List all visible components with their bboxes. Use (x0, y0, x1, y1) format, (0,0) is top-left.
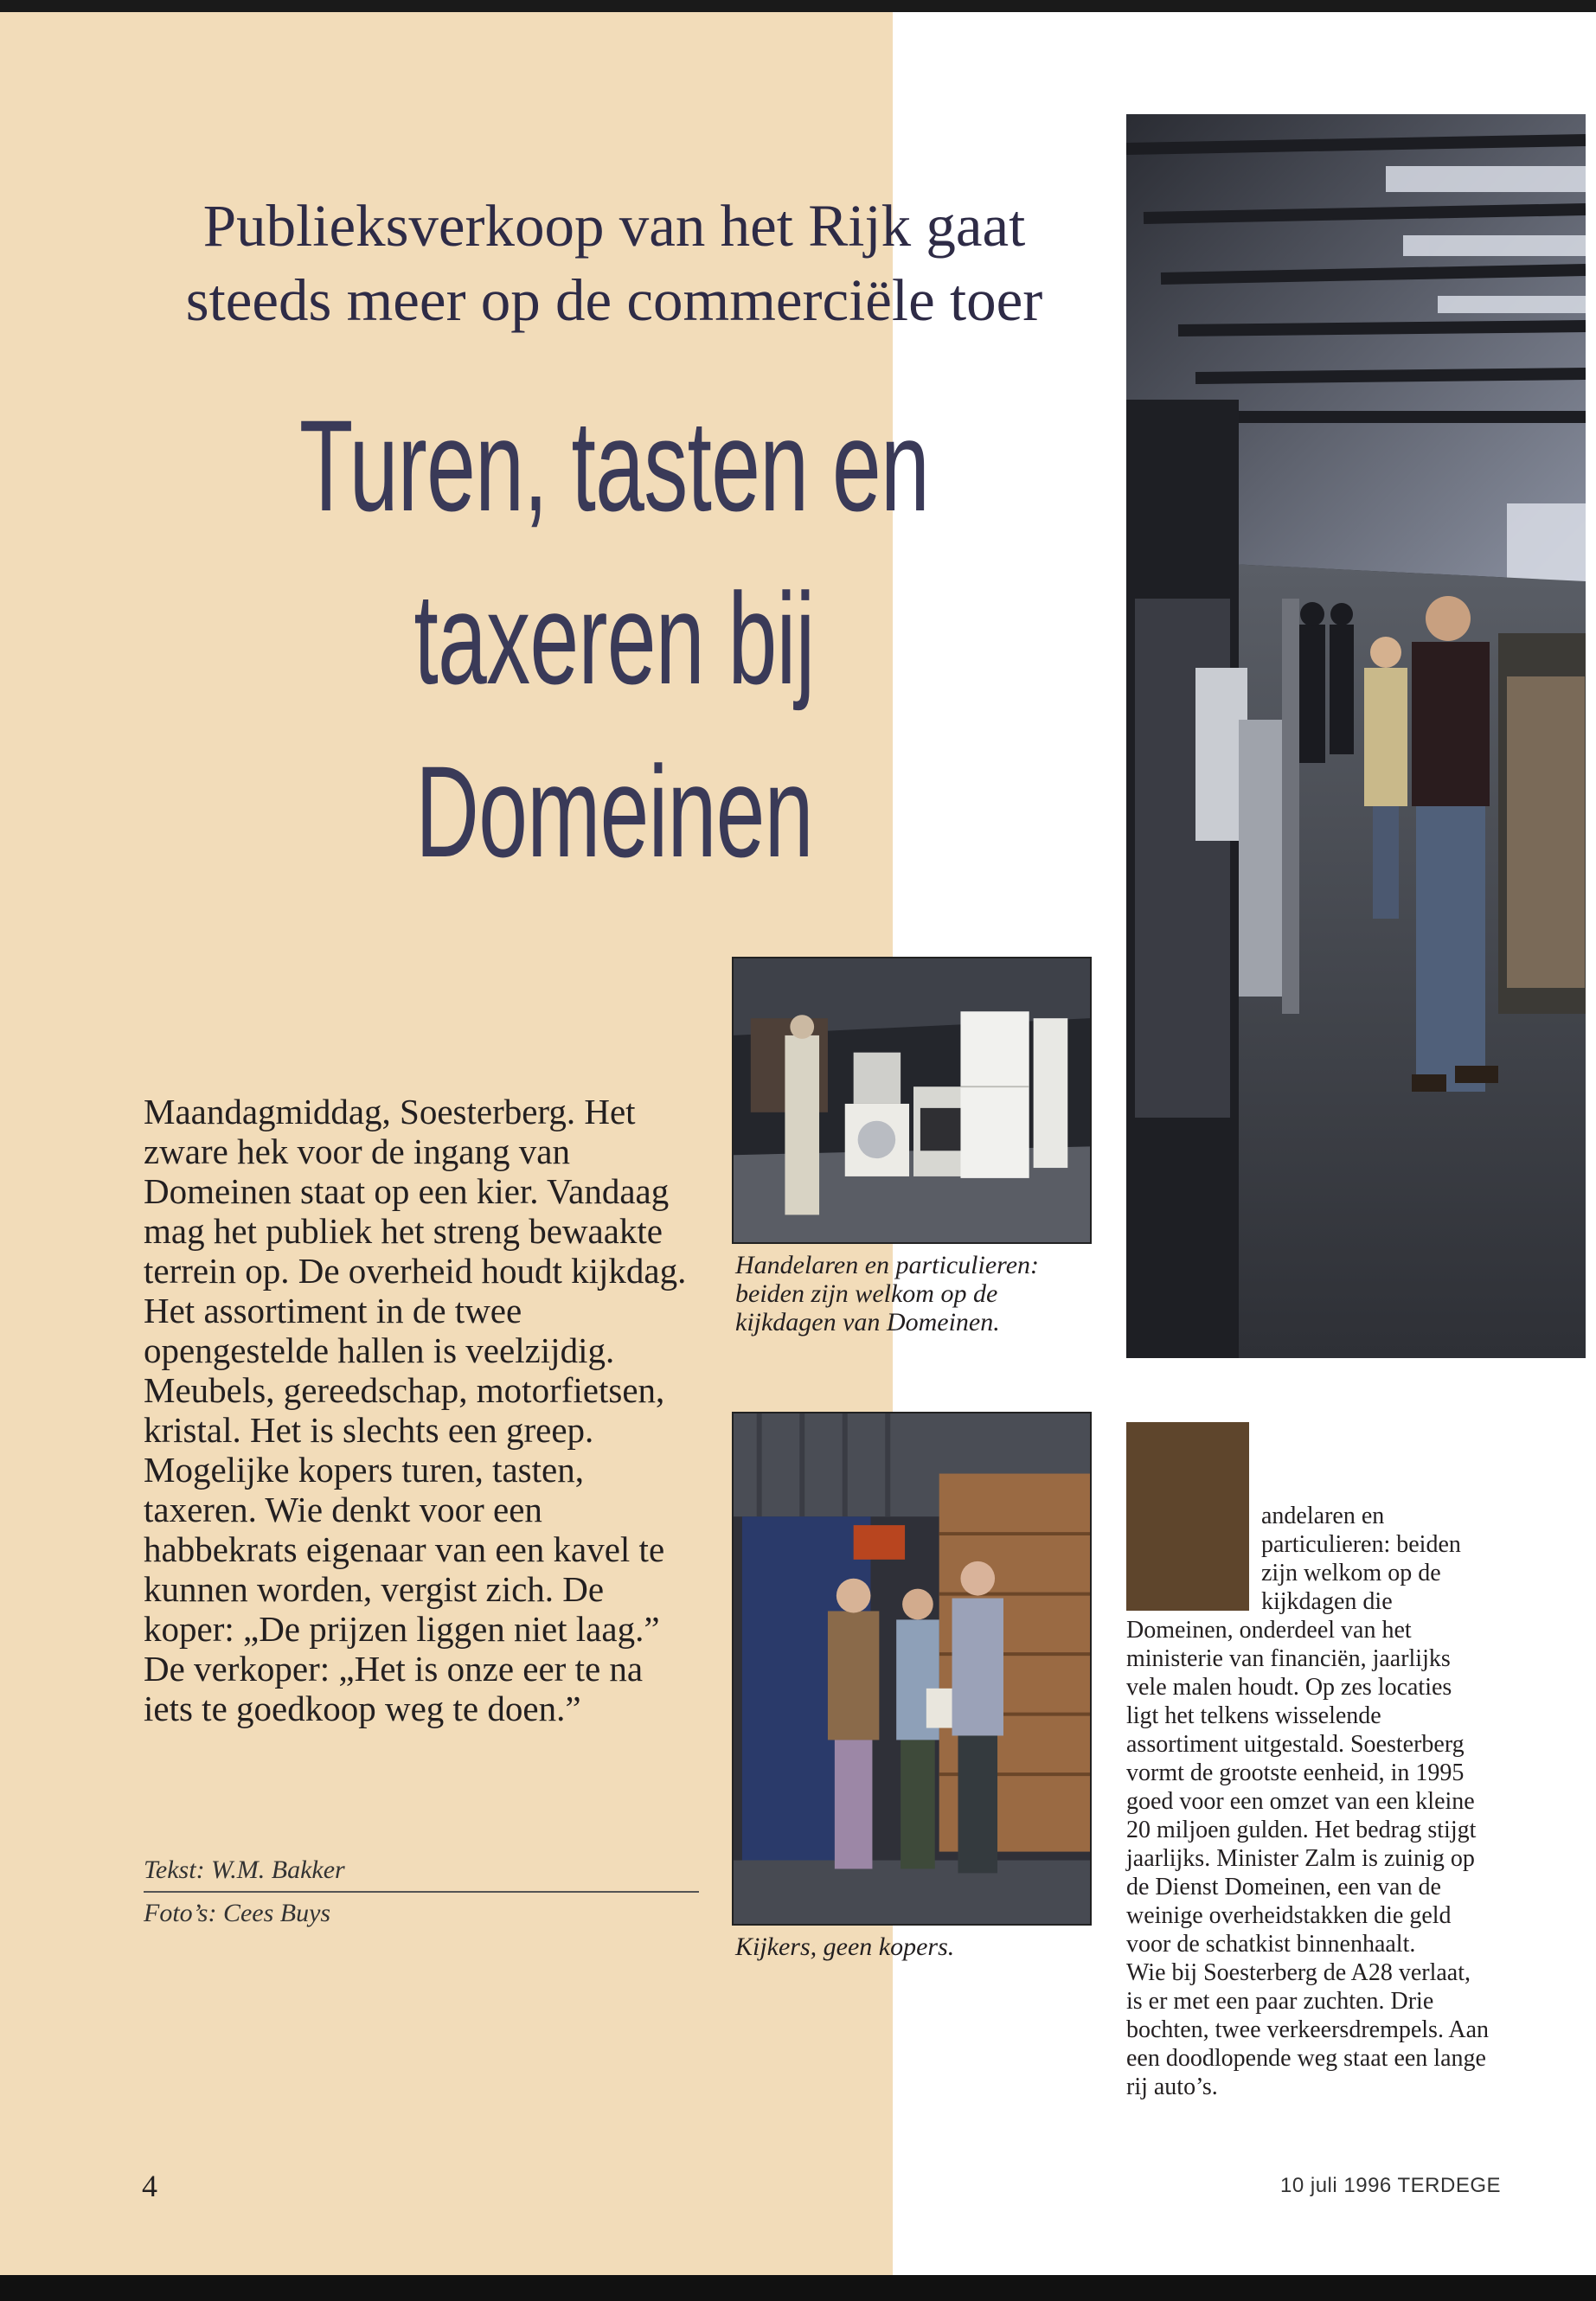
headline-line-1: Turen, tasten en (298, 393, 930, 538)
viewers-photo (732, 1412, 1092, 1926)
dropcap-h (1126, 1422, 1249, 1611)
scan-border-top (0, 0, 1596, 12)
kicker-line-1: Publieksverkoop van het Rijk gaat (202, 193, 1026, 259)
headline-line-2: taxeren bij (413, 566, 815, 711)
photo-credit: Foto’s: Cees Buys (144, 1899, 331, 1927)
body-column (1126, 1422, 1490, 2101)
body-paragraph-1: andelaren en particulieren: beiden zijn welkom op de kijkdagen die Domeinen, onderdeel van het ministerie van financiën, jaarlijks vele malen houdt. Op zes locaties ligt het telkens wisselende assortiment uitgestald. Soesterberg vormt de grootste eenheid, in 1995 goed voor een omzet van een kleine 20 miljoen gulden. Het bedrag stijgt jaarlijks. Minister Zalm is zuinig op de Dienst Domeinen, een van de weinige overheidstakken die geld voor de schatkist binnenhaalt. (1126, 1503, 1477, 1958)
lead-text: Maandagmiddag, Soesterberg. Het zware hek voor de ingang van Domeinen staat op een kier. Vandaag mag het publiek het streng bewaakte terrein op. De overheid houdt kijkdag. Het assortiment in de twee opengestelde hallen is veelzijdig. Meubels, gereedschap, motorfietsen, kristal. Het is slechts een greep. Mogelijke kopers turen, tasten, taxeren. Wie denkt voor een habbekrats eigenaar van een kavel te kunnen worden, vergist zich. De koper: „De prijzen liggen niet laag.” De verkoper: „Het is onze eer te na iets te goedkoop weg te doen.” (144, 1092, 687, 1728)
body-paragraph-2: Wie bij Soesterberg de A28 verlaat, is er met een paar zuchten. Drie bochten, twee verkeersdrempels. Aan een doodlopende weg staat een lange rij auto’s. (1126, 1959, 1490, 2100)
dropcap-letter (1126, 1422, 1249, 1611)
credits (144, 1849, 699, 1934)
text-credit: Tekst: W.M. Bakker (144, 1856, 345, 1884)
appliances-photo (732, 957, 1092, 1244)
appliances-caption: Handelaren en particulieren: beiden zijn welkom op de kijkdagen van Domeinen. (735, 1251, 1040, 1336)
page-number: 4 (142, 2169, 157, 2203)
headline (285, 379, 944, 898)
headline-line-3: Domeinen (415, 739, 813, 884)
viewers-caption: Kijkers, geen kopers. (735, 1932, 955, 1961)
lead-paragraph (144, 1092, 697, 1728)
kicker-line-2: steeds meer op de commerciële toer (185, 267, 1043, 333)
scan-border-bottom (0, 2275, 1596, 2301)
kicker (130, 189, 1099, 337)
issue-footer: 10 juli 1996 TERDEGE (1280, 2174, 1502, 2197)
warehouse-photo (1126, 114, 1586, 1358)
